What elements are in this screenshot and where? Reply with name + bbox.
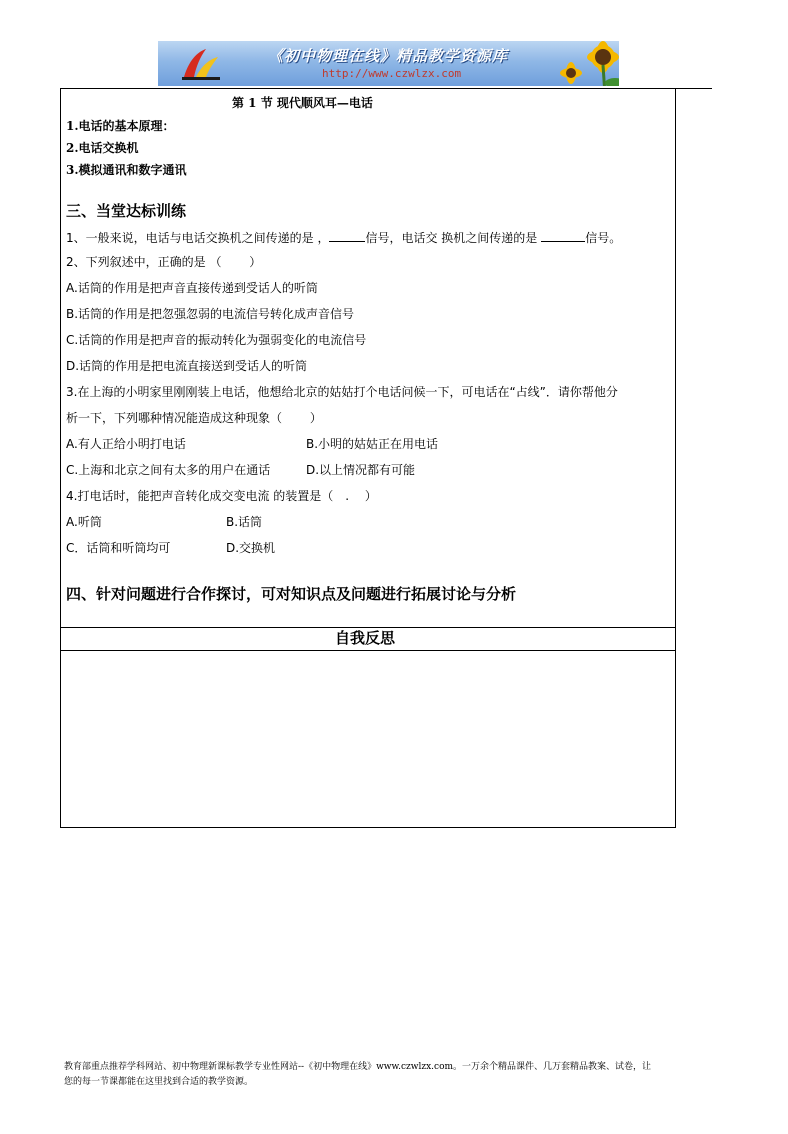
question-2-option: C.话筒的作用是把声音的振动转化为强弱变化的电流信号	[66, 333, 367, 347]
outline-item: 3.模拟通讯和数字通讯	[66, 163, 187, 177]
outline-item: 1.电话的基本原理：	[66, 119, 175, 133]
site-logo-icon	[180, 47, 222, 81]
header-rule	[676, 88, 712, 89]
site-banner	[158, 41, 619, 86]
question-4-option: C．话筒和听筒均可	[66, 541, 171, 555]
part3-heading: 三、当堂达标训练	[66, 202, 187, 220]
section-title: 第 1 节 现代顺风耳—电话	[232, 96, 373, 110]
question-2-option: A.话筒的作用是把声音直接传递到受话人的听筒	[66, 281, 318, 295]
question-3-stem-line2: 析一下，下列哪种情况能造成这种现象（ ）	[66, 411, 322, 425]
part4-heading: 四、针对问题进行合作探讨，可对知识点及问题进行拓展讨论与分析	[66, 585, 517, 603]
question-3-stem-line1: 3.在上海的小明家里刚刚装上电话，他想给北京的姑姑打个电话问候一下，可电话在“占线”．请你帮他分	[66, 385, 618, 399]
footer-line: 教育部重点推荐学科网站、初中物理新课标教学专业性网站--《初中物理在线》www.czwlzx.com。一万余个精品课件、几万套精品教案、试卷，让	[64, 1062, 652, 1072]
content-table	[60, 88, 676, 828]
reflection-top-rule	[60, 627, 676, 628]
question-1-text-c: 信号。	[585, 231, 622, 245]
question-4-option: D.交换机	[226, 541, 276, 555]
question-4-stem: 4.打电话时，能把声音转化成交变电流 的装置是（ . ）	[66, 489, 377, 503]
footer-line: 您的每一节课都能在这里找到合适的教学资源。	[64, 1077, 254, 1087]
question-4-option: A.听筒	[66, 515, 102, 529]
question-4-option: B.话筒	[226, 515, 263, 529]
question-1	[66, 229, 621, 246]
question-3-option: D.以上情况都有可能	[306, 463, 416, 477]
reflection-header-rule	[60, 650, 676, 651]
question-3-option: B.小明的姑姑正在用电话	[306, 437, 439, 451]
question-3-option: C.上海和北京之间有太多的用户在通话	[66, 463, 271, 477]
banner-url[interactable]: http://www.czwlzx.com	[322, 67, 462, 80]
question-2-stem: 2、下列叙述中，正确的是 （ ）	[66, 255, 262, 269]
answer-blank	[329, 229, 365, 242]
question-3-option: A.有人正给小明打电话	[66, 437, 186, 451]
question-1-text-b: 信号，电话交 换机之间传递的是	[365, 231, 538, 245]
question-2-option: D.话筒的作用是把电流直接送到受话人的听筒	[66, 359, 308, 373]
page-footer	[64, 1060, 714, 1090]
banner-title: 《初中物理在线》精品教学资源库	[268, 47, 509, 65]
question-1-text-a: 1、一般来说，电话与电话交换机之间传递的是 ，	[66, 231, 330, 245]
sunflower-icon	[553, 41, 619, 86]
question-2-option: B.话筒的作用是把忽强忽弱的电流信号转化成声音信号	[66, 307, 355, 321]
outline-item: 2.电话交换机	[66, 141, 139, 155]
reflection-heading: 自我反思	[335, 629, 396, 647]
answer-blank	[541, 229, 585, 242]
